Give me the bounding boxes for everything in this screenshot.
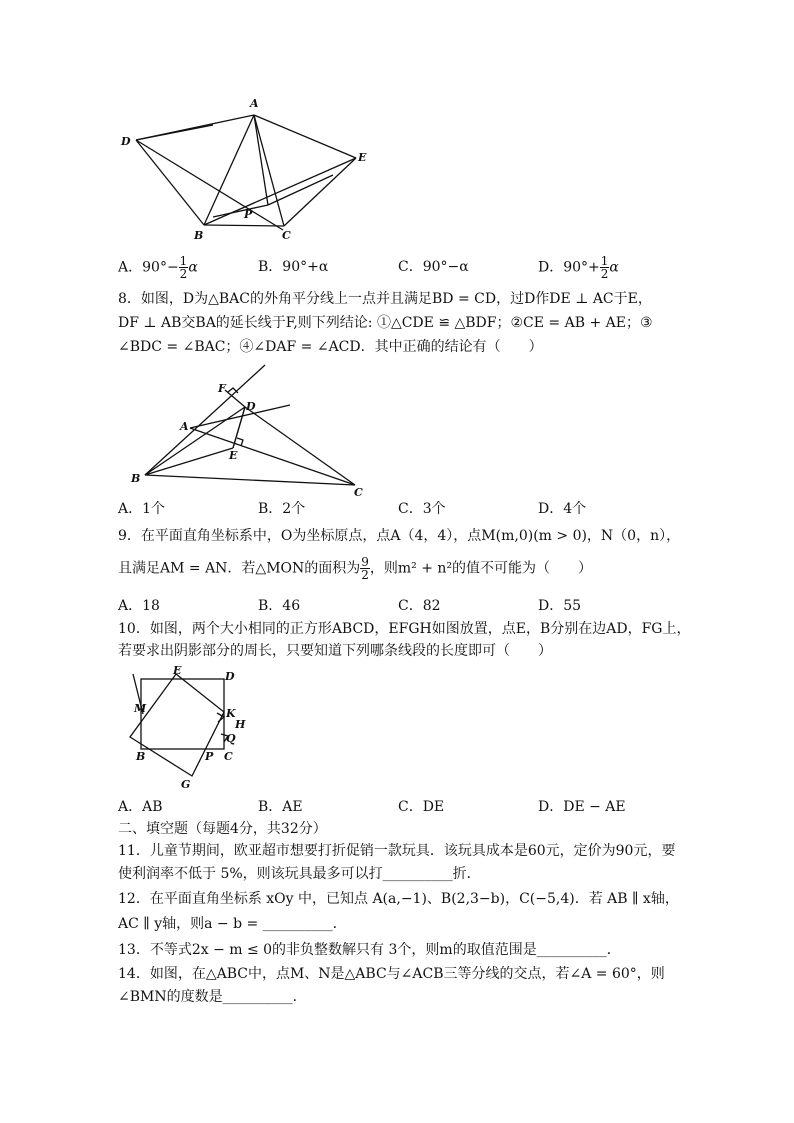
figure-q7 xyxy=(118,95,378,245)
fig7-label-a: A xyxy=(250,97,259,110)
q10-option-b: B．AE xyxy=(258,799,303,815)
fig10-label-c: C xyxy=(224,750,233,763)
fig8-label-f: F xyxy=(218,382,226,395)
fig7-label-e: E xyxy=(358,151,367,164)
q14-line-2: ∠BMN的度数是__________． xyxy=(118,989,307,1005)
q8-line-1: 8．如图，D为△BAC的外角平分线上一点并且满足BD = CD，过D作DE ⊥ AC于E， xyxy=(118,291,652,307)
q10-option-a: A．AB xyxy=(118,799,163,815)
q9-line-2: 且满足AM = AN．若△MON的面积为 $\frac{9}{2}$ ，则m² + n²的值不可能为（ ） xyxy=(118,555,593,582)
fig8-label-c: C xyxy=(354,486,363,499)
fraction: $\frac{9}{2}$ xyxy=(361,555,369,582)
q7-option-d: D．90°+ $\frac{1}{2}$ α xyxy=(538,254,619,281)
fig10-label-g: G xyxy=(181,778,191,791)
figure-q8 xyxy=(125,360,375,500)
q7-option-b: B．90°+α xyxy=(258,259,329,275)
fig8-label-a: A xyxy=(180,420,189,433)
q9-option-a: A．18 xyxy=(118,598,160,614)
q13-line-1: 13．不等式2x − m ≤ 0的非负整数解只有 3个，则m的取值范围是__________． xyxy=(118,942,621,958)
fig10-label-p: P xyxy=(205,750,214,763)
fig7-label-b: B xyxy=(194,229,204,242)
q8-option-b: B．2个 xyxy=(258,501,306,517)
q12-line-2: AC ∥ y轴，则a − b = __________． xyxy=(118,916,347,932)
fig7-label-p: P xyxy=(244,208,253,221)
q8-option-c: C．3个 xyxy=(398,501,446,517)
fig8-label-b: B xyxy=(131,472,141,485)
q11-line-2: 使利润率不低于 5%，则该玩具最多可以打__________折． xyxy=(118,866,481,882)
q9-option-d: D．55 xyxy=(538,598,582,614)
fig10-label-e: E xyxy=(173,664,182,677)
fig10-label-k: K xyxy=(226,707,236,720)
fig7-label-c: C xyxy=(282,229,291,242)
q9-option-b: B．46 xyxy=(258,598,301,614)
fig7-label-d: D xyxy=(121,135,131,148)
fraction: $\frac{1}{2}$ xyxy=(179,254,188,281)
q14-line-1: 14．如图，在△ABC中，点M、N是△ABC与∠ACB三等分线的交点，若∠A = 60°，则 xyxy=(118,966,665,982)
section-heading: 二、填空题（每题4分，共32分） xyxy=(118,821,327,837)
q10-line-2: 若要求出阴影部分的周长，只要知道下列哪条线段的长度即可（ ） xyxy=(118,643,552,659)
figure-q10 xyxy=(118,662,258,792)
q10-option-d: D．DE − AE xyxy=(538,799,626,815)
fig10-label-m: M xyxy=(134,702,147,715)
q10-line-1: 10．如图，两个大小相同的正方形ABCD，EFGH如图放置，点E，B分别在边AD，FG上， xyxy=(118,621,691,637)
fig10-label-b: B xyxy=(136,750,146,763)
q12-line-1: 12．在平面直角坐标系 xOy 中，已知点 A(a,−1)、B(2,3−b)，C(−5,4)．若 AB ∥ x轴， xyxy=(118,891,679,907)
q10-option-c: C．DE xyxy=(398,799,445,815)
q7-option-c: C．90°−α xyxy=(398,259,469,275)
q8-option-a: A．1个 xyxy=(118,501,166,517)
fig8-label-e: E xyxy=(229,449,238,462)
fraction: $\frac{1}{2}$ xyxy=(600,254,609,281)
q7-option-a: A．90°− $\frac{1}{2}$ α xyxy=(118,254,198,281)
q8-option-d: D．4个 xyxy=(538,501,587,517)
q8-line-3: ∠BDC = ∠BAC；④∠DAF = ∠ACD．其中正确的结论有（ ） xyxy=(118,339,543,355)
fig10-label-q: Q xyxy=(226,732,236,745)
fig8-label-d: D xyxy=(246,400,256,413)
fig10-label-h: H xyxy=(235,718,246,731)
q9-line-1: 9．在平面直角坐标系中，O为坐标原点，点A（4，4），点M(m,0)(m > 0)，N（0，n）， xyxy=(118,528,681,544)
fig10-label-d: D xyxy=(225,670,235,683)
q11-line-1: 11．儿童节期间，欧亚超市想要打折促销一款玩具．该玩具成本是60元，定价为90元，要 xyxy=(118,843,676,859)
q8-line-2: DF ⊥ AB交BA的延长线于F,则下列结论: ①△CDE ≌ △BDF；②CE = AB + AE；③ xyxy=(118,315,653,331)
q9-option-c: C．82 xyxy=(398,598,441,614)
